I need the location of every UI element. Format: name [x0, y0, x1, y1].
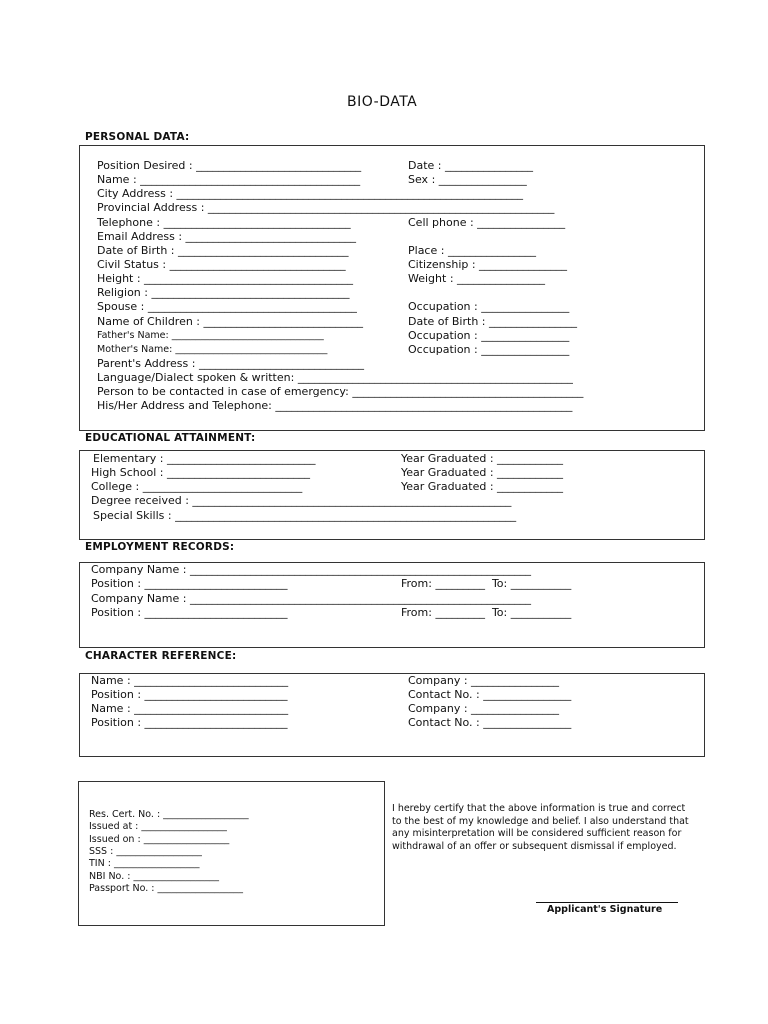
reference-name-field-2[interactable]: Name : ____________________________ — [91, 702, 289, 715]
college-field[interactable]: College : _____________________________ — [91, 480, 303, 493]
special-skills-field[interactable]: Special Skills : ______________________________________________________________ — [93, 509, 517, 522]
sex-field[interactable]: Sex : ________________ — [408, 173, 527, 186]
email-address-field[interactable]: Email Address : _______________________________ — [97, 230, 357, 243]
signature-label: Applicant's Signature — [547, 904, 663, 915]
reference-company-field-2[interactable]: Company : ________________ — [408, 702, 560, 715]
high-school-field[interactable]: High School : __________________________ — [91, 466, 310, 479]
mothers-name-field[interactable]: Mother's Name: ________________________________ — [97, 344, 328, 355]
name-field[interactable]: Name : ________________________________________ — [97, 173, 361, 186]
telephone-field[interactable]: Telephone : __________________________________ — [97, 216, 351, 229]
signature-line — [536, 902, 678, 903]
employment-heading: EMPLOYMENT RECORDS: — [85, 541, 235, 553]
position-field-1[interactable]: Position : __________________________ — [91, 577, 288, 590]
issued-at-field[interactable]: Issued at : __________________ — [89, 821, 227, 832]
spouse-field[interactable]: Spouse : ______________________________________ — [97, 300, 357, 313]
name-of-children-field[interactable]: Name of Children : _____________________________ — [97, 315, 364, 328]
civil-status-field[interactable]: Civil Status : ________________________________ — [97, 258, 346, 271]
reference-company-field-1[interactable]: Company : ________________ — [408, 674, 560, 687]
provincial-address-field[interactable]: Provincial Address : _______________________________________________________________ — [97, 201, 555, 214]
religion-field[interactable]: Religion : ____________________________________ — [97, 286, 350, 299]
high-school-year-field[interactable]: Year Graduated : ____________ — [401, 466, 564, 479]
employment-dates-field-2[interactable]: From: _________ To: ___________ — [401, 606, 572, 619]
reference-heading: CHARACTER REFERENCE: — [85, 650, 237, 662]
certification-text: I hereby certify that the above information is true and correct to the best of my knowledge and belief. I also understand that any misinterpretation will be considered sufficient reason for withdrawal of an offer or subsequent dismissal if employed. — [392, 803, 689, 852]
cell-phone-field[interactable]: Cell phone : ________________ — [408, 216, 566, 229]
date-of-birth-field[interactable]: Date of Birth : _______________________________ — [97, 244, 349, 257]
employment-dates-field-1[interactable]: From: _________ To: ___________ — [401, 577, 572, 590]
reference-contact-field-2[interactable]: Contact No. : ________________ — [408, 716, 572, 729]
degree-received-field[interactable]: Degree received : __________________________________________________________ — [91, 494, 512, 507]
issued-on-field[interactable]: Issued on : __________________ — [89, 834, 230, 845]
position-desired-field[interactable]: Position Desired : ______________________________ — [97, 159, 362, 172]
mother-occupation-field[interactable]: Occupation : ________________ — [408, 343, 570, 356]
company-name-field-1[interactable]: Company Name : ______________________________________________________________ — [91, 563, 531, 576]
reference-contact-field-1[interactable]: Contact No. : ________________ — [408, 688, 572, 701]
emergency-contact-field[interactable]: Person to be contacted in case of emergency: __________________________________________ — [97, 385, 584, 398]
college-year-field[interactable]: Year Graduated : ____________ — [401, 480, 564, 493]
spouse-occupation-field[interactable]: Occupation : ________________ — [408, 300, 570, 313]
position-field-2[interactable]: Position : __________________________ — [91, 606, 288, 619]
res-cert-no-field[interactable]: Res. Cert. No. : __________________ — [89, 809, 249, 820]
father-occupation-field[interactable]: Occupation : ________________ — [408, 329, 570, 342]
city-address-field[interactable]: City Address : _______________________________________________________________ — [97, 187, 524, 200]
fathers-name-field[interactable]: Father's Name: ________________________________ — [97, 330, 324, 341]
height-field[interactable]: Height : ______________________________________ — [97, 272, 354, 285]
tin-field[interactable]: TIN : __________________ — [89, 858, 200, 869]
reference-position-field-2[interactable]: Position : __________________________ — [91, 716, 288, 729]
parents-address-field[interactable]: Parent's Address : ______________________________ — [97, 357, 364, 370]
place-of-birth-field[interactable]: Place : ________________ — [408, 244, 536, 257]
elementary-field[interactable]: Elementary : ___________________________ — [93, 452, 316, 465]
children-date-of-birth-field[interactable]: Date of Birth : ________________ — [408, 315, 577, 328]
company-name-field-2[interactable]: Company Name : ______________________________________________________________ — [91, 592, 531, 605]
sss-field[interactable]: SSS : __________________ — [89, 846, 202, 857]
passport-no-field[interactable]: Passport No. : __________________ — [89, 883, 244, 894]
reference-position-field-1[interactable]: Position : __________________________ — [91, 688, 288, 701]
citizenship-field[interactable]: Citizenship : ________________ — [408, 258, 568, 271]
weight-field[interactable]: Weight : ________________ — [408, 272, 546, 285]
page-title: BIO-DATA — [347, 94, 418, 110]
date-field[interactable]: Date : ________________ — [408, 159, 533, 172]
emergency-address-field[interactable]: His/Her Address and Telephone: ______________________________________________________ — [97, 399, 573, 412]
nbi-no-field[interactable]: NBI No. : __________________ — [89, 871, 219, 882]
reference-name-field-1[interactable]: Name : ____________________________ — [91, 674, 289, 687]
language-dialect-field[interactable]: Language/Dialect spoken & written: __________________________________________________ — [97, 371, 573, 384]
education-heading: EDUCATIONAL ATTAINMENT: — [85, 432, 256, 444]
elementary-year-field[interactable]: Year Graduated : ____________ — [401, 452, 564, 465]
personal-data-heading: PERSONAL DATA: — [85, 131, 190, 143]
